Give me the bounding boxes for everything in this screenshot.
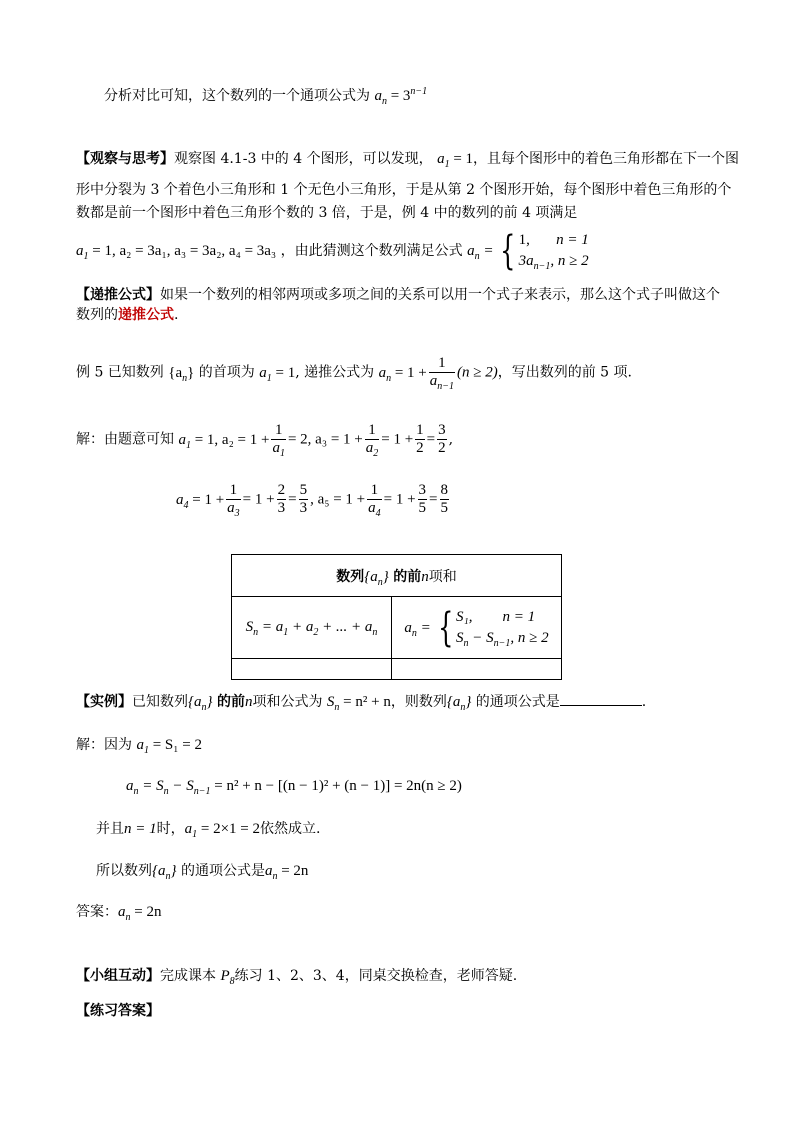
recur-line-2: 数列的递推公式. [76,307,179,323]
recur-term: 递推公式 [118,307,174,323]
conclusion-text: 分析对比可知，这个数列的一个通项公式为 [104,88,370,104]
a1-formula: $a_1 = 1$ [437,151,474,170]
table-empty-cell [392,659,562,680]
formula-an: $a_n = 3^{n-1}$ [374,86,428,107]
observe-text-b: ，且每个图形中的着色三角形都在下一个图 [473,151,740,167]
solution-3: 解：因为 $a_1 = S_1 = 2$ [76,737,202,756]
recur-tag: 【递推公式】 [76,287,160,303]
recurrence-eqs: $a_1 = 1$, a₂ = 3a₁, a₃ = 3a₂, a₄ = 3a₃ [76,243,277,262]
table-empty-cell [232,659,392,680]
solution-line-1: 解：由题意可知 $a_1 = 1$, a₂ = 1 + $\frac{1}{a_1}$ = 2, a₃ = 1 + $\frac{1}{a_2}$ = 1 + $\frac{1}{2}$ = $\frac{3}{2}$ , [76,422,454,459]
solution-6: 所以数列$\{a_n\}$ 的通项公式是$a_n = 2n$ [96,863,309,882]
solution-line-2: $a_4 = 1$ + $\frac{1}{a_3}$ = 1 + $\frac{2}{3}$ = $\frac{5}{3}$ , a₅ = 1 + $\frac{1}{a_4}$ = 1 + $\frac{3}{5}$ = $\frac{8}{5}$ [176,482,449,519]
answer-line: 答案：$a_n = 2n$ [76,904,162,923]
example5-line: 例 5 已知数列 $\{a_n\}$ 的首项为 $a_1 = 1$, 递推公式为 $a_n = 1$ + $\frac{1}{a_{n-1}}$ (n ≥ 2)，写出数列的前 5 项. [76,355,632,392]
group-line: 【小组互动】完成课本 $P_8$练习 1、2、3、4，同桌交换检查，老师答疑. [76,968,518,987]
solution-4: $a_n = S_n - S_{n-1} = n^2 + n - [(n - 1)^2 + (n - 1)] = 2n(n \ge 2)$ [126,778,462,797]
table-left-cell: $S_n = a_1 + a_2$ + ... + $a_n$ [232,597,392,659]
frac-one-over-an1: $\frac{1}{a_{n-1}}$ [429,355,454,392]
sn-formula: $S_n = n^2 + n$ [326,694,391,713]
recur-text: 如果一个数列的相邻两项或多项之间的关系可以用一个式子来表示，那么这个式子叫做这个 [160,287,720,303]
sol2-formula: $a_4 = 1$ + [176,491,225,511]
sum-table [231,554,562,680]
observe-line-2: 形中分裂为 3 个着色小三角形和 1 个无色小三角形，于是从第 2 个图形开始，每个图形中着色三角形的个 [76,182,732,198]
brace-icon: { [500,228,516,274]
example-line: 【实例】已知数列$\{a_n\}$ 的前n项和公式为 $S_n = n^2 + n$，则数列$\{a_n\}$ 的通项公式是 . [76,694,647,713]
piecewise-formula: $a_n$ = [467,243,498,262]
recur-line-1 [76,285,720,305]
brace-icon: { [437,604,453,651]
example-tag: 【实例】 [76,694,132,710]
solution-5: 并且n = 1时，$a_1 = 2\times 1 = 2$依然成立. [96,821,321,840]
piecewise-cases: 1, n = 1 $3a_{n-1}$, n ≥ 2 [518,232,589,272]
group-tag: 【小组互动】 [76,968,160,984]
observe-tag: 【观察与思考】 [76,151,174,167]
guess-text: ，由此猜测这个数列满足公式 [280,243,463,259]
observe-line-3: 数都是前一个图形中着色三角形个数的 3 倍，于是，例 4 中的数列的前 4 项满足 [76,205,578,221]
table-right-cell: $a_n$ = { S₁, n = 1 $S_n - S_{n-1}$, n ≥ 2 [392,597,562,659]
observe-text: 观察图 4.1-3 中的 4 个图形，可以发现， [174,151,433,167]
observe-line-1 [76,149,739,169]
conclusion-line [104,86,427,106]
sol1-formula: $a_1 = 1$, a₂ = 1 + [178,431,270,451]
practice-tag: 【练习答案】 [76,1003,160,1019]
condition: (n ≥ 2) [456,364,498,381]
a1-value: $a_1 = 1$ [259,364,296,384]
table-header: 数列$\{a_n\}$ 的前n项和 [232,555,562,597]
seq-an: $\{a_n\}$ [168,364,195,384]
answer-blank [560,693,642,706]
observe-line-4 [76,230,589,272]
recurrence-formula: $a_n = 1$ + [378,364,427,384]
